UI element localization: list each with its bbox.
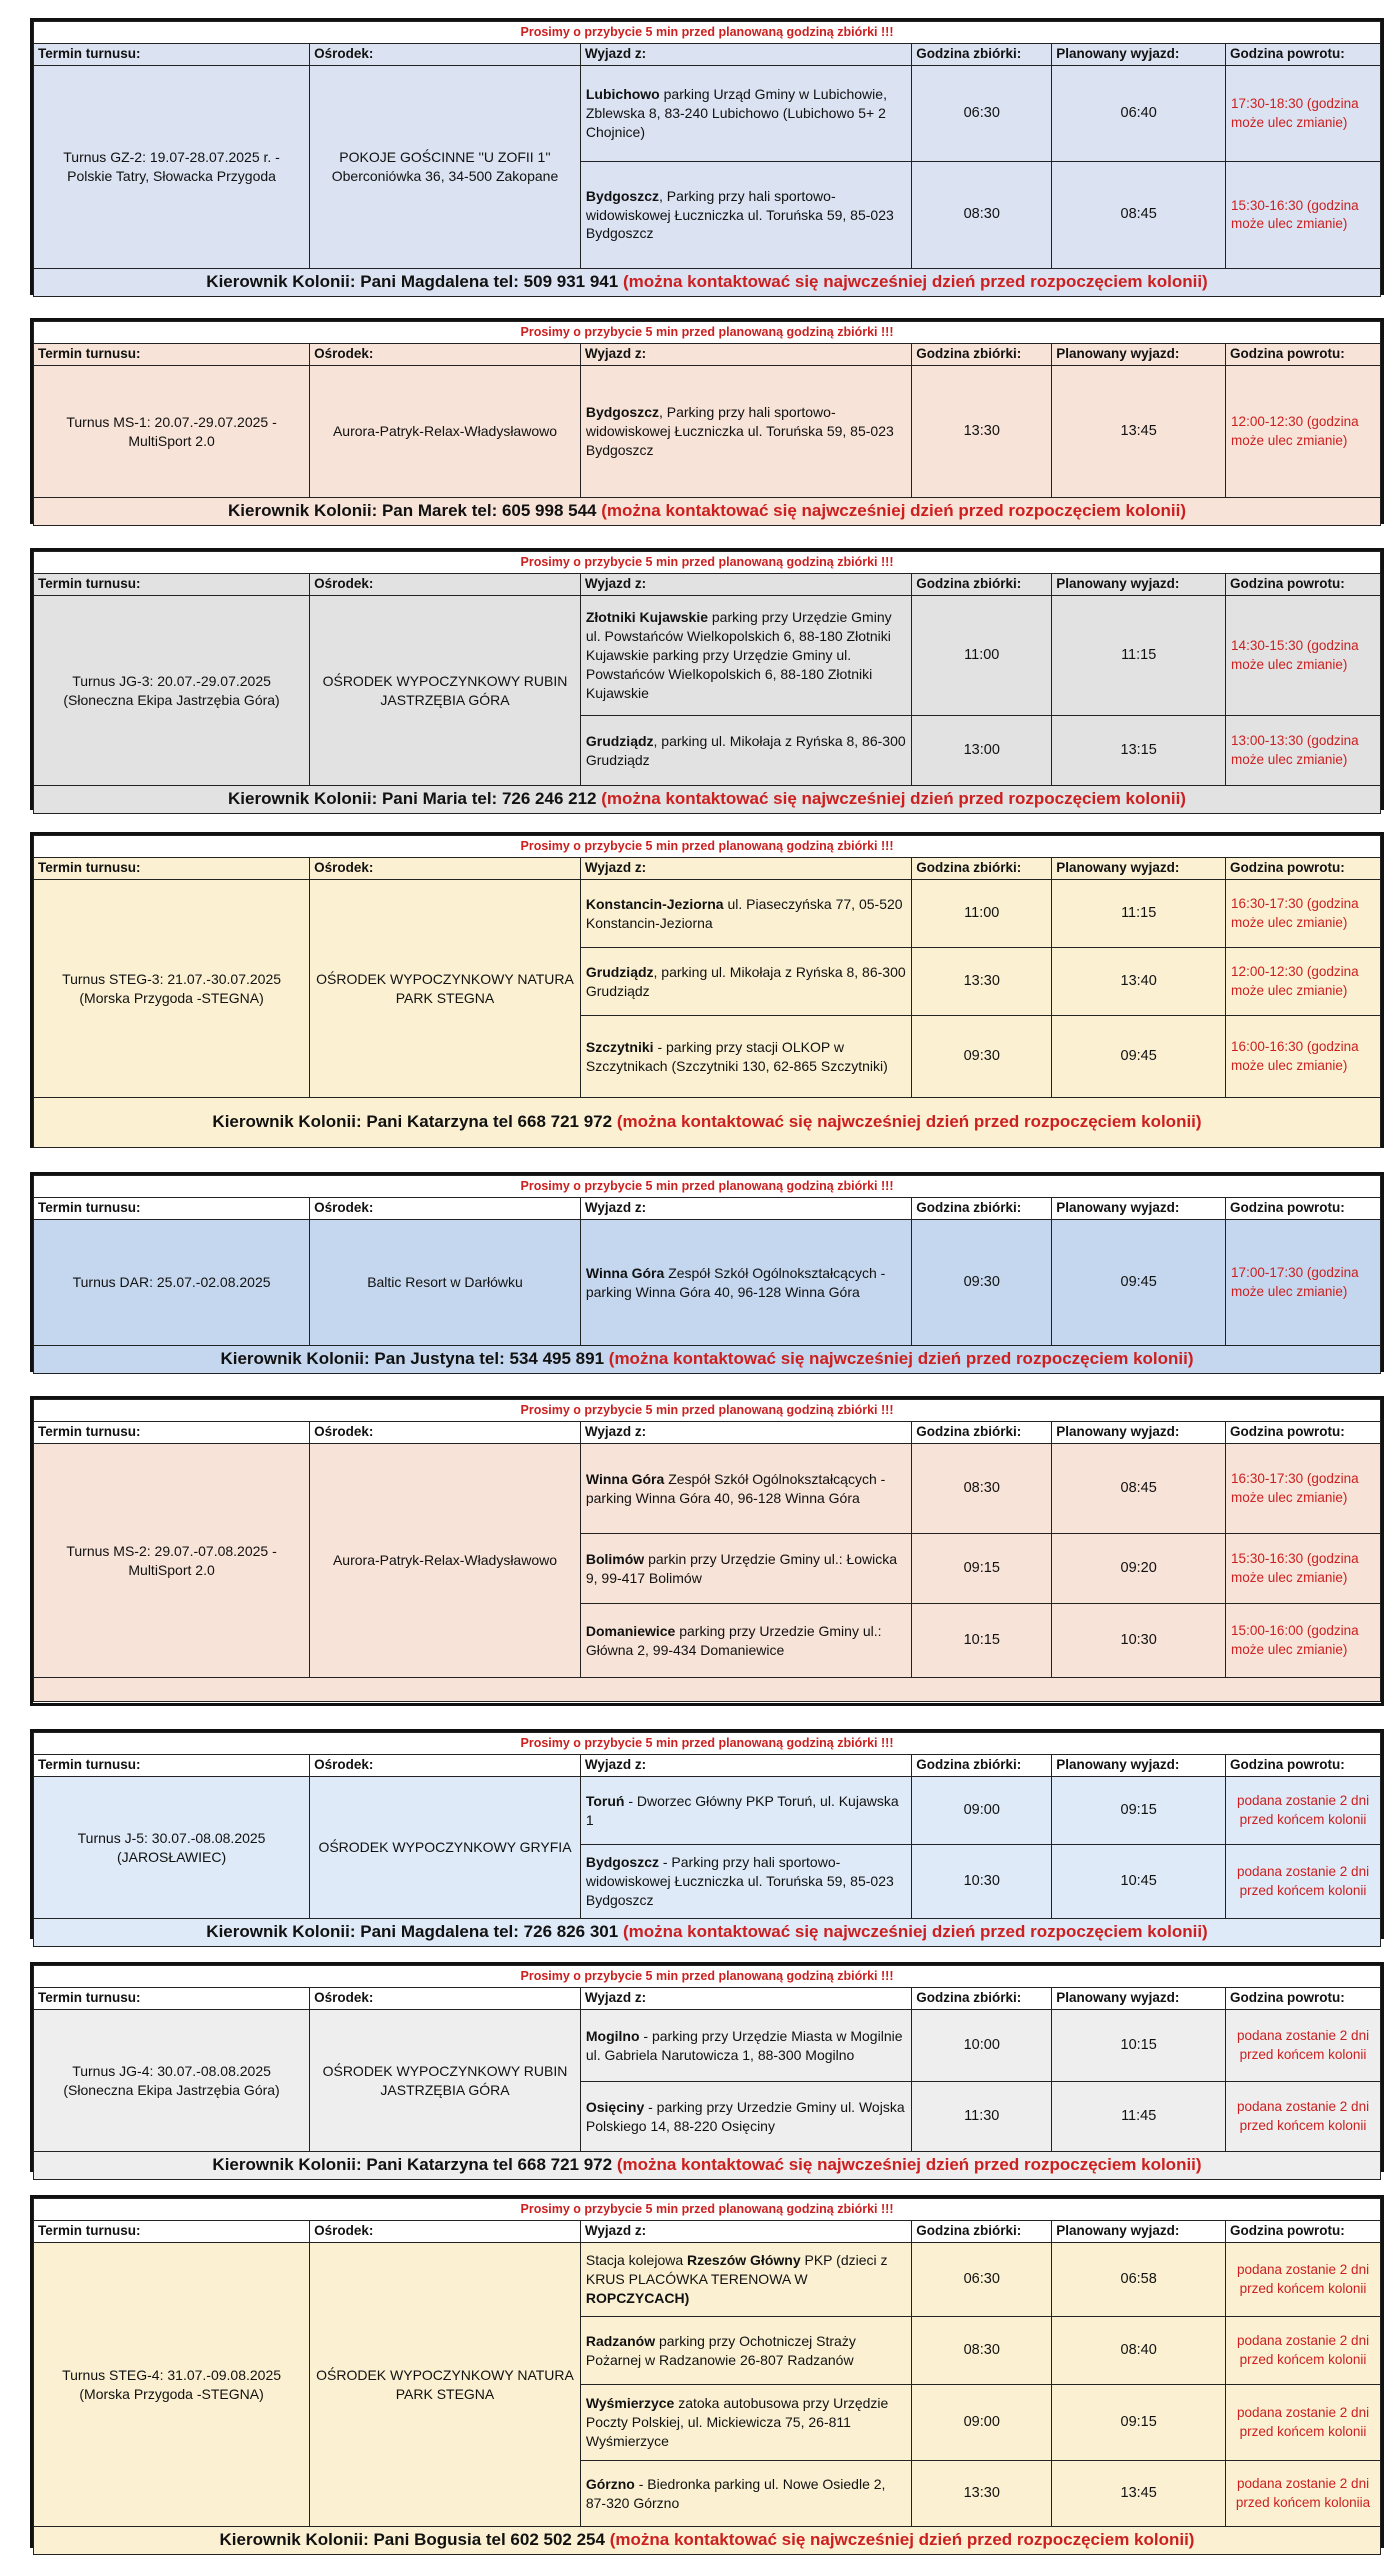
departure-place <box>580 1016 911 1098</box>
header-departure: Wyjazd z: <box>580 1198 911 1220</box>
planned-time: 13:45 <box>1052 366 1226 498</box>
header-center: Ośrodek: <box>310 1198 581 1220</box>
departure-town: Toruń <box>585 1792 625 1809</box>
contact-note: (można kontaktować się najwcześniej dzień przed rozpoczęciem kolonii) <box>616 2155 1202 2174</box>
header-planned: Planowany wyjazd: <box>1052 1198 1226 1220</box>
leader-name: Kierownik Kolonii: Pan Justyna tel: 534 495 891 <box>220 1349 605 1368</box>
gather-time: 08:30 <box>912 162 1052 269</box>
contact-note: (można kontaktować się najwcześniej dzień przed rozpoczęciem kolonii) <box>608 1349 1194 1368</box>
header-center: Ośrodek: <box>310 574 581 596</box>
header-term: Termin turnusu: <box>34 44 310 66</box>
departure-address: - parking przy Urzedzie Gminy ul. Wojska Polskiego 14, 88-220 Osięciny <box>585 2098 905 2134</box>
departure-address: - parking przy stacji OLKOP w Szczytnikach (Szczytniki 130, 62-865 Szczytniki) <box>585 1038 888 1074</box>
departure-address: PKP (dzieci z KRUS PLACÓWKA TERENOWA W <box>585 2252 888 2288</box>
planned-time: 10:45 <box>1052 1845 1226 1919</box>
turnus-block-steg4 <box>30 2195 1384 2548</box>
contact-note: (można kontaktować się najwcześniej dzień przed rozpoczęciem kolonii) <box>609 2530 1195 2549</box>
departure-town: Grudziądz <box>585 732 654 749</box>
departure-place <box>580 948 911 1016</box>
departure-town: Grudziądz <box>585 963 654 980</box>
header-departure: Wyjazd z: <box>580 1988 911 2010</box>
leader-contact <box>34 1098 1381 1148</box>
departure-town: Winna Góra <box>585 1470 665 1487</box>
header-term: Termin turnusu: <box>34 858 310 880</box>
departure-address: parking przy Ochotniczej Straży Pożarnej w Radzanowie 26-807 Radzanów <box>585 2332 856 2368</box>
planned-time: 08:45 <box>1052 1444 1226 1534</box>
header-center: Ośrodek: <box>310 44 581 66</box>
gather-time: 11:30 <box>912 2082 1052 2152</box>
header-center: Ośrodek: <box>310 1755 581 1777</box>
departure-address: , Parking przy hali sportowo-widowiskowej Łuczniczka ul. Toruńska 59, 85-023 Bydgoszcz <box>585 404 894 458</box>
return-time: 14:30-15:30 (godzina może ulec zmianie) <box>1226 596 1381 716</box>
departure-address: - Biedronka parking ul. Nowe Osiedle 2, 87-320 Górzno <box>585 2475 886 2511</box>
header-departure: Wyjazd z: <box>580 44 911 66</box>
header-return: Godzina powrotu: <box>1226 1198 1381 1220</box>
departure-town: Bydgoszcz <box>585 1854 659 1871</box>
departure-place <box>580 162 911 269</box>
departure-town: Szczytniki <box>585 1038 654 1055</box>
leader-name: Kierownik Kolonii: Pani Magdalena tel: 726 826 301 <box>206 1922 619 1941</box>
planned-time: 11:45 <box>1052 2082 1226 2152</box>
departure-place <box>580 1604 911 1678</box>
turnus-block-ms1 <box>30 318 1384 524</box>
header-gather: Godzina zbiórki: <box>912 574 1052 596</box>
leader-name: Kierownik Kolonii: Pan Marek tel: 605 998 544 <box>228 501 597 520</box>
departure-place <box>580 66 911 162</box>
gather-time: 11:00 <box>912 880 1052 948</box>
header-center: Ośrodek: <box>310 858 581 880</box>
planned-time: 08:45 <box>1052 162 1226 269</box>
planned-time: 10:30 <box>1052 1604 1226 1678</box>
departure-place <box>580 1845 911 1919</box>
contact-note: (można kontaktować się najwcześniej dzień przed rozpoczęciem kolonii) <box>601 789 1186 808</box>
arrival-notice: Prosimy o przybycie 5 min przed planowaną godziną zbiórki !!! <box>34 1966 1381 1988</box>
arrival-notice: Prosimy o przybycie 5 min przed planowaną godziną zbiórki !!! <box>34 2199 1381 2221</box>
header-term: Termin turnusu: <box>34 2221 310 2243</box>
departure-town: Wyśmierzyce <box>585 2395 675 2412</box>
turnus-term: Turnus JG-4: 30.07.-08.08.2025 (Słoneczna Ekipa Jastrzębia Góra) <box>34 2010 310 2152</box>
planned-time: 11:15 <box>1052 880 1226 948</box>
departure-address: parkin przy Urzędzie Gminy ul.: Łowicka 9, 99-417 Bolimów <box>585 1550 898 1586</box>
turnus-block-jg3 <box>30 548 1384 810</box>
return-time: 16:30-17:30 (godzina może ulec zmianie) <box>1226 880 1381 948</box>
gather-time: 13:30 <box>912 948 1052 1016</box>
return-time: podana zostanie 2 dni przed końcem kolonii <box>1226 2385 1381 2461</box>
planned-time: 09:15 <box>1052 1777 1226 1845</box>
header-gather: Godzina zbiórki: <box>912 2221 1052 2243</box>
header-return: Godzina powrotu: <box>1226 344 1381 366</box>
planned-time: 13:15 <box>1052 716 1226 786</box>
turnus-term: Turnus DAR: 25.07.-02.08.2025 <box>34 1220 310 1346</box>
turnus-center: Baltic Resort w Darłówku <box>310 1220 581 1346</box>
turnus-block-j5 <box>30 1729 1384 1939</box>
planned-time: 06:58 <box>1052 2243 1226 2317</box>
departure-place <box>580 716 911 786</box>
departure-town: Bolimów <box>585 1550 645 1567</box>
departure-place <box>580 1220 911 1346</box>
departure-address: - parking przy Urzędzie Miasta w Mogilnie ul. Gabriela Narutowicza 1, 88-300 Mogilno <box>585 2027 903 2063</box>
header-term: Termin turnusu: <box>34 1755 310 1777</box>
header-term: Termin turnusu: <box>34 574 310 596</box>
planned-time: 11:15 <box>1052 596 1226 716</box>
gather-time: 10:00 <box>912 2010 1052 2082</box>
leader-contact <box>34 498 1381 526</box>
departure-address: Zespół Szkół Ogólnokształcących - parking Winna Góra 40, 96-128 Winna Góra <box>585 1264 886 1300</box>
turnus-term: Turnus STEG-4: 31.07.-09.08.2025 (Morska Przygoda -STEGNA) <box>34 2243 310 2527</box>
gather-time: 09:30 <box>912 1016 1052 1098</box>
departure-town: Radzanów <box>585 2332 656 2349</box>
gather-time: 13:30 <box>912 2461 1052 2527</box>
header-return: Godzina powrotu: <box>1226 1988 1381 2010</box>
header-departure: Wyjazd z: <box>580 574 911 596</box>
departure-town: Górzno <box>585 2475 635 2492</box>
contact-note: (można kontaktować się najwcześniej dzień przed rozpoczęciem kolonii) <box>616 1112 1202 1132</box>
departure-address: parking Urząd Gminy w Lubichowie, Zblewska 8, 83-240 Lubichowo (Lubichowo 5+ 2 Chojnice) <box>585 86 887 140</box>
turnus-block-steg3 <box>30 832 1384 1148</box>
return-time: 12:00-12:30 (godzina może ulec zmianie) <box>1226 948 1381 1016</box>
departure-address: , parking ul. Mikołaja z Ryńska 8, 86-300 Grudziądz <box>585 732 906 768</box>
departure-place <box>580 2317 911 2385</box>
departure-town: Mogilno <box>585 2027 640 2044</box>
header-gather: Godzina zbiórki: <box>912 858 1052 880</box>
turnus-center: OŚRODEK WYPOCZYNKOWY NATURA PARK STEGNA <box>310 880 581 1098</box>
contact-note: (można kontaktować się najwcześniej dzień przed rozpoczęciem kolonii) <box>601 501 1186 520</box>
gather-time: 09:30 <box>912 1220 1052 1346</box>
leader-name: Kierownik Kolonii: Pani Katarzyna tel 668 721 972 <box>212 1112 613 1132</box>
planned-time: 09:45 <box>1052 1220 1226 1346</box>
header-departure: Wyjazd z: <box>580 2221 911 2243</box>
turnus-block-ms2 <box>30 1396 1384 1706</box>
turnus-center: OŚRODEK WYPOCZYNKOWY RUBIN JASTRZĘBIA GÓRA <box>310 2010 581 2152</box>
return-time: 15:30-16:30 (godzina może ulec zmianie) <box>1226 162 1381 269</box>
leader-name: Kierownik Kolonii: Pani Katarzyna tel 668 721 972 <box>212 2155 613 2174</box>
arrival-notice: Prosimy o przybycie 5 min przed planowaną godziną zbiórki !!! <box>34 22 1381 44</box>
header-planned: Planowany wyjazd: <box>1052 1755 1226 1777</box>
departure-town: Domaniewice <box>585 1622 676 1639</box>
leader-name: Kierownik Kolonii: Pani Maria tel: 726 246 212 <box>228 789 597 808</box>
departure-town: Rzeszów Główny <box>687 2252 801 2269</box>
gather-time: 09:00 <box>912 1777 1052 1845</box>
departure-place <box>580 2243 911 2317</box>
header-return: Godzina powrotu: <box>1226 44 1381 66</box>
header-departure: Wyjazd z: <box>580 858 911 880</box>
return-time: 16:30-17:30 (godzina może ulec zmianie) <box>1226 1444 1381 1534</box>
departure-place <box>580 596 911 716</box>
leader-contact <box>34 1678 1381 1702</box>
gather-time: 06:30 <box>912 66 1052 162</box>
gather-time: 09:00 <box>912 2385 1052 2461</box>
leader-name: Kierownik Kolonii: Pani Magdalena tel: 509 931 941 <box>206 272 619 291</box>
planned-time: 10:15 <box>1052 2010 1226 2082</box>
return-time: podana zostanie 2 dni przed końcem kolonii <box>1226 2010 1381 2082</box>
departure-address: ul. Piaseczyńska 77, 05-520 Konstancin-Jeziorna <box>585 895 903 931</box>
departure-prefix: Stacja kolejowa <box>585 2252 688 2269</box>
turnus-term: Turnus J-5: 30.07.-08.08.2025 (JAROSŁAWIEC) <box>34 1777 310 1919</box>
arrival-notice: Prosimy o przybycie 5 min przed planowaną godziną zbiórki !!! <box>34 322 1381 344</box>
leader-contact <box>34 2527 1381 2555</box>
turnus-term: Turnus JG-3: 20.07.-29.07.2025 (Słoneczna Ekipa Jastrzębia Góra) <box>34 596 310 786</box>
header-gather: Godzina zbiórki: <box>912 344 1052 366</box>
header-return: Godzina powrotu: <box>1226 1422 1381 1444</box>
header-departure: Wyjazd z: <box>580 1422 911 1444</box>
departure-place <box>580 2461 911 2527</box>
departure-town: Bydgoszcz <box>585 404 659 421</box>
return-time: podana zostanie 2 dni przed końcem kolonii <box>1226 2082 1381 2152</box>
gather-time: 10:30 <box>912 1845 1052 1919</box>
gather-time: 13:00 <box>912 716 1052 786</box>
header-return: Godzina powrotu: <box>1226 1755 1381 1777</box>
gather-time: 10:15 <box>912 1604 1052 1678</box>
header-departure: Wyjazd z: <box>580 1755 911 1777</box>
leader-name: Kierownik Kolonii: Pani Bogusia tel 602 502 254 <box>219 2530 605 2549</box>
turnus-block-jg4 <box>30 1962 1384 2172</box>
return-time: podana zostanie 2 dni przed końcem kolonii <box>1226 1777 1381 1845</box>
header-term: Termin turnusu: <box>34 1988 310 2010</box>
departure-town: Bydgoszcz <box>585 187 659 204</box>
turnus-center: Aurora-Patryk-Relax-Władysławowo <box>310 366 581 498</box>
departure-place <box>580 2385 911 2461</box>
turnus-center: OŚRODEK WYPOCZYNKOWY GRYFIA <box>310 1777 581 1919</box>
gather-time: 09:15 <box>912 1534 1052 1604</box>
departure-address: parking przy Urzędzie Gminy ul. Powstańców Wielkopolskich 6, 88-180 Złotniki Kujawskie parking przy Urzędzie Gminy ul. Powstańców Wielkopolskich 6, 88-180 Złotniki Kujawskie <box>585 609 892 701</box>
planned-time: 06:40 <box>1052 66 1226 162</box>
planned-time: 13:40 <box>1052 948 1226 1016</box>
header-planned: Planowany wyjazd: <box>1052 2221 1226 2243</box>
header-return: Godzina powrotu: <box>1226 858 1381 880</box>
departure-address: parking przy Urzedzie Gminy ul.: Główna 2, 99-434 Domaniewice <box>585 1622 882 1658</box>
return-time: podana zostanie 2 dni przed końcem kolonii <box>1226 2317 1381 2385</box>
leader-contact <box>34 1919 1381 1947</box>
planned-time: 08:40 <box>1052 2317 1226 2385</box>
turnus-center: OŚRODEK WYPOCZYNKOWY RUBIN JASTRZĘBIA GÓRA <box>310 596 581 786</box>
turnus-term: Turnus MS-1: 20.07.-29.07.2025 - MultiSport 2.0 <box>34 366 310 498</box>
departure-town: Osięciny <box>585 2098 645 2115</box>
departure-town: Konstancin-Jeziorna <box>585 895 724 912</box>
departure-town: Złotniki Kujawskie <box>585 609 708 626</box>
departure-place <box>580 1777 911 1845</box>
gather-time: 06:30 <box>912 2243 1052 2317</box>
departure-place <box>580 2082 911 2152</box>
header-gather: Godzina zbiórki: <box>912 1422 1052 1444</box>
departure-town: Winna Góra <box>585 1264 665 1281</box>
arrival-notice: Prosimy o przybycie 5 min przed planowaną godziną zbiórki !!! <box>34 836 1381 858</box>
header-gather: Godzina zbiórki: <box>912 1988 1052 2010</box>
header-planned: Planowany wyjazd: <box>1052 44 1226 66</box>
leader-contact <box>34 786 1381 814</box>
header-term: Termin turnusu: <box>34 344 310 366</box>
header-planned: Planowany wyjazd: <box>1052 1422 1226 1444</box>
return-time: 15:30-16:30 (godzina może ulec zmianie) <box>1226 1534 1381 1604</box>
return-time: 15:00-16:00 (godzina może ulec zmianie) <box>1226 1604 1381 1678</box>
header-center: Ośrodek: <box>310 1988 581 2010</box>
planned-time: 09:20 <box>1052 1534 1226 1604</box>
return-time: 12:00-12:30 (godzina może ulec zmianie) <box>1226 366 1381 498</box>
departure-address: - Parking przy hali sportowo-widowiskowej Łuczniczka ul. Toruńska 59, 85-023 Bydgoszcz <box>585 1854 894 1908</box>
gather-time: 08:30 <box>912 2317 1052 2385</box>
departure-address: , parking ul. Mikołaja z Ryńska 8, 86-300 Grudziądz <box>585 963 906 999</box>
departure-address: zatoka autobusowa przy Urzędzie Poczty Polskiej, ul. Mickiewicza 75, 26-811 Wyśmierzyce <box>585 2395 889 2449</box>
return-time: podana zostanie 2 dni przed końcem koloniia <box>1226 2461 1381 2527</box>
arrival-notice: Prosimy o przybycie 5 min przed planowaną godziną zbiórki !!! <box>34 1176 1381 1198</box>
header-return: Godzina powrotu: <box>1226 574 1381 596</box>
departure-address: , Parking przy hali sportowo-widowiskowej Łuczniczka ul. Toruńska 59, 85-023 Bydgoszcz <box>585 187 894 242</box>
arrival-notice: Prosimy o przybycie 5 min przed planowaną godziną zbiórki !!! <box>34 552 1381 574</box>
header-term: Termin turnusu: <box>34 1422 310 1444</box>
leader-contact <box>34 269 1381 297</box>
leader-contact <box>34 2152 1381 2180</box>
header-term: Termin turnusu: <box>34 1198 310 1220</box>
departure-place <box>580 1534 911 1604</box>
departure-town: Lubichowo <box>585 86 660 103</box>
gather-time: 11:00 <box>912 596 1052 716</box>
departure-place <box>580 366 911 498</box>
header-return: Godzina powrotu: <box>1226 2221 1381 2243</box>
header-center: Ośrodek: <box>310 344 581 366</box>
departure-suffix: ROPCZYCACH) <box>585 2289 690 2306</box>
return-time: podana zostanie 2 dni przed końcem kolonii <box>1226 1845 1381 1919</box>
header-planned: Planowany wyjazd: <box>1052 344 1226 366</box>
header-planned: Planowany wyjazd: <box>1052 858 1226 880</box>
arrival-notice: Prosimy o przybycie 5 min przed planowaną godziną zbiórki !!! <box>34 1400 1381 1422</box>
turnus-term: Turnus STEG-3: 21.07.-30.07.2025 (Morska Przygoda -STEGNA) <box>34 880 310 1098</box>
return-time: 17:00-17:30 (godzina może ulec zmianie) <box>1226 1220 1381 1346</box>
departure-address: Zespół Szkół Ogólnokształcących - parking Winna Góra 40, 96-128 Winna Góra <box>585 1470 886 1506</box>
turnus-term: Turnus GZ-2: 19.07-28.07.2025 r. - Polskie Tatry, Słowacka Przygoda <box>34 66 310 269</box>
departure-address: - Dworzec Główny PKP Toruń, ul. Kujawska 1 <box>585 1792 899 1828</box>
return-time: podana zostanie 2 dni przed końcem kolonii <box>1226 2243 1381 2317</box>
planned-time: 09:45 <box>1052 1016 1226 1098</box>
turnus-block-dar <box>30 1172 1384 1372</box>
planned-time: 13:45 <box>1052 2461 1226 2527</box>
header-planned: Planowany wyjazd: <box>1052 1988 1226 2010</box>
header-gather: Godzina zbiórki: <box>912 1198 1052 1220</box>
return-time: 17:30-18:30 (godzina może ulec zmianie) <box>1226 66 1381 162</box>
contact-note: (można kontaktować się najwcześniej dzień przed rozpoczęciem kolonii) <box>622 1922 1208 1941</box>
header-planned: Planowany wyjazd: <box>1052 574 1226 596</box>
gather-time: 08:30 <box>912 1444 1052 1534</box>
departure-place <box>580 1444 911 1534</box>
header-center: Ośrodek: <box>310 1422 581 1444</box>
return-time: 13:00-13:30 (godzina może ulec zmianie) <box>1226 716 1381 786</box>
return-time: 16:00-16:30 (godzina może ulec zmianie) <box>1226 1016 1381 1098</box>
header-gather: Godzina zbiórki: <box>912 1755 1052 1777</box>
turnus-center: OŚRODEK WYPOCZYNKOWY NATURA PARK STEGNA <box>310 2243 581 2527</box>
planned-time: 09:15 <box>1052 2385 1226 2461</box>
departure-place <box>580 2010 911 2082</box>
header-departure: Wyjazd z: <box>580 344 911 366</box>
turnus-center: Aurora-Patryk-Relax-Władysławowo <box>310 1444 581 1678</box>
arrival-notice: Prosimy o przybycie 5 min przed planowaną godziną zbiórki !!! <box>34 1733 1381 1755</box>
leader-contact <box>34 1346 1381 1374</box>
header-gather: Godzina zbiórki: <box>912 44 1052 66</box>
header-center: Ośrodek: <box>310 2221 581 2243</box>
turnus-center: POKOJE GOŚCINNE ''U ZOFII 1'' Oberconiówka 36, 34-500 Zakopane <box>310 66 581 269</box>
turnus-block-gz2 <box>30 18 1384 295</box>
contact-note: (można kontaktować się najwcześniej dzień przed rozpoczęciem kolonii) <box>622 272 1208 291</box>
departure-place <box>580 880 911 948</box>
turnus-term: Turnus MS-2: 29.07.-07.08.2025 - MultiSport 2.0 <box>34 1444 310 1678</box>
gather-time: 13:30 <box>912 366 1052 498</box>
